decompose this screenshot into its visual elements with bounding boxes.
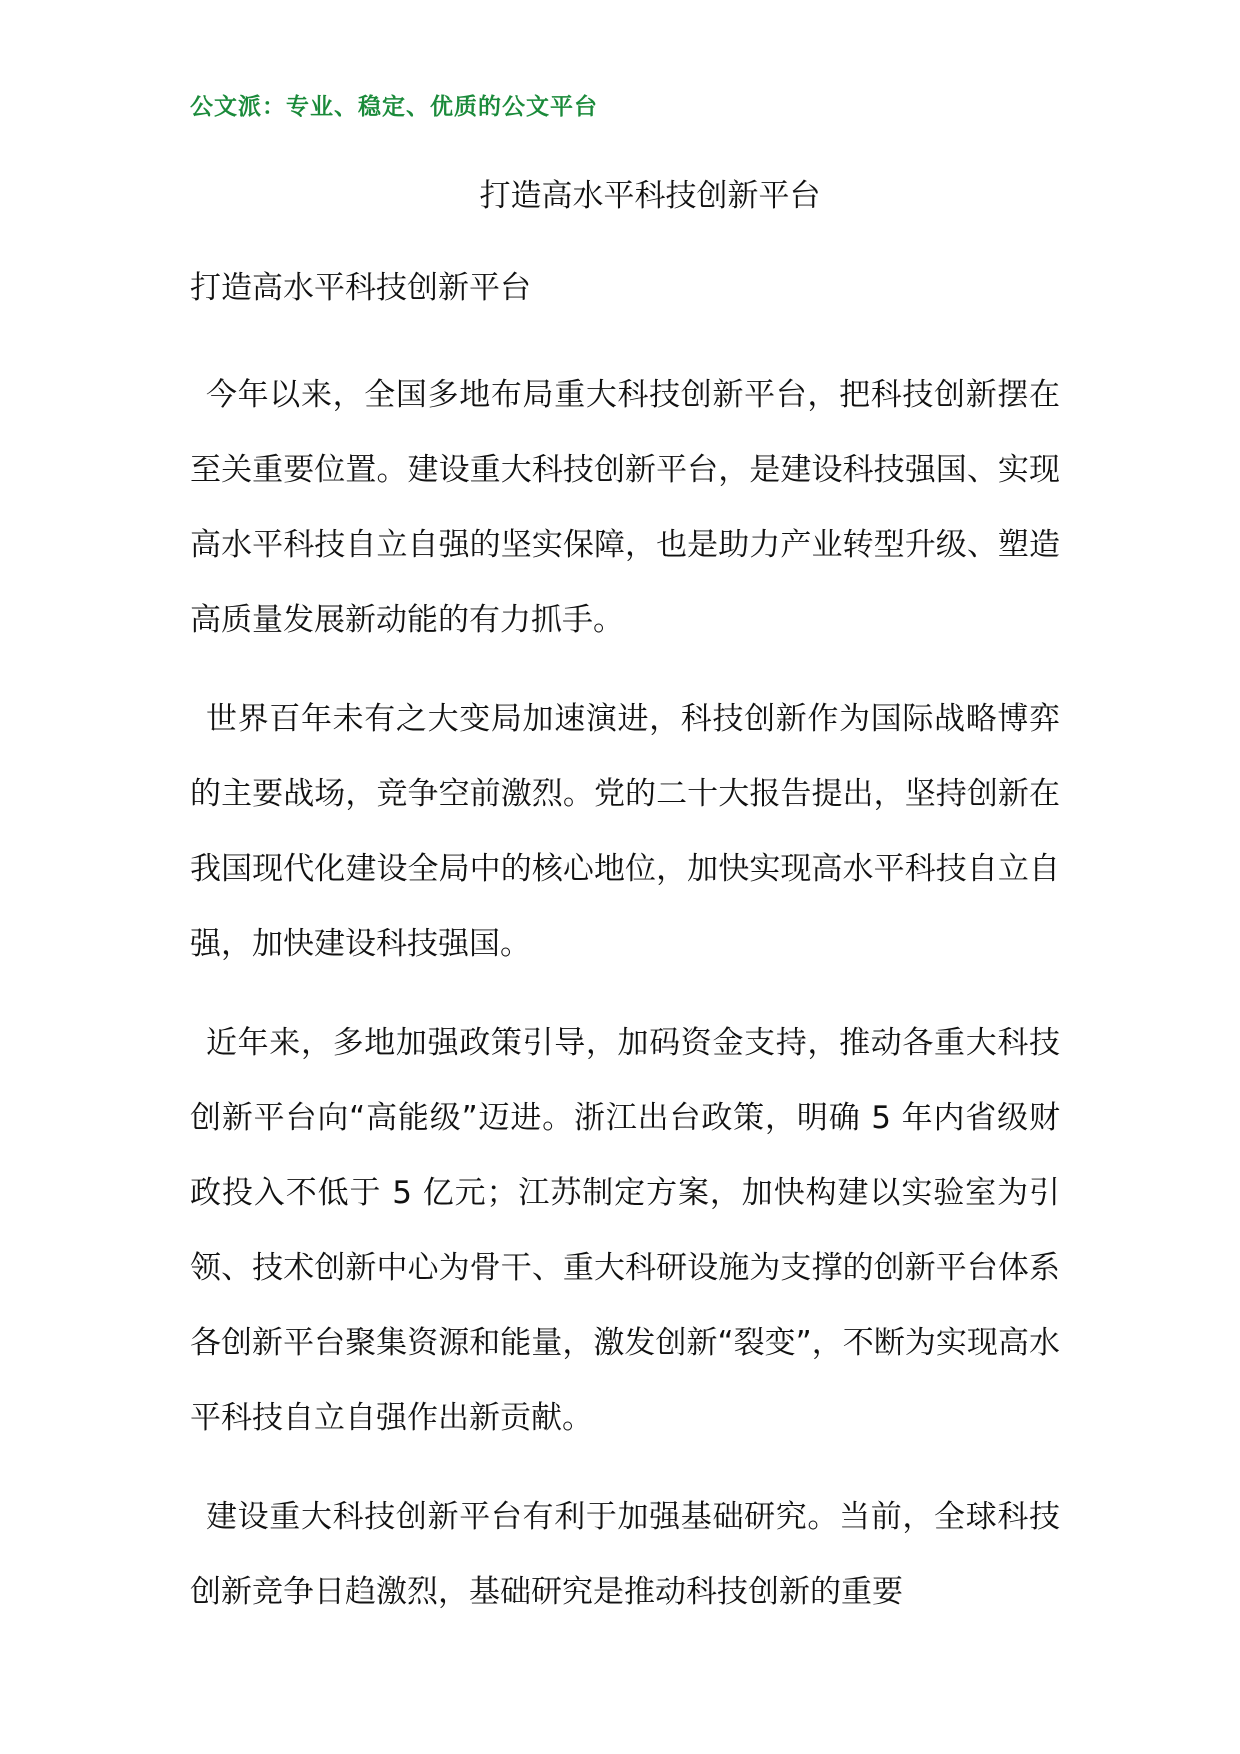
document-title: 打造高水平科技创新平台 — [479, 178, 821, 214]
document-subtitle: 打造高水平科技创新平台 — [190, 270, 531, 306]
paragraph: 世界百年未有之大变局加速演进，科技创新作为国际战略博弈的主要战场，竞争空前激烈。党的二十大报告提出，坚持创新在我国现代化建设全局中的核心地位，加快实现高水平科技自立自强，加快建设科技强国。 — [190, 701, 1060, 962]
document-body — [190, 358, 1060, 1654]
paragraph: 近年来，多地加强政策引导，加码资金支持，推动各重大科技创新平台向“高能级”迈进。浙江出台政策，明确 5 年内省级财政投入不低于 5 亿元；江苏制定方案，加快构建以实验室为引领、技术创新中心为骨干、重大科研设施为支撑的创新平台体系各创新平台聚集资源和能量，激发创新“裂变”，不断为实现高水平科技自立自强作出新贡献。 — [190, 1025, 1060, 1436]
paragraph: 今年以来，全国多地布局重大科技创新平台，把科技创新摆在至关重要位置。建设重大科技创新平台，是建设科技强国、实现高水平科技自立自强的坚实保障，也是助力产业转型升级、塑造高质量发展新动能的有力抓手。 — [190, 377, 1060, 638]
header-banner: 公文派：专业、稳定、优质的公文平台 — [190, 94, 598, 120]
paragraph: 建设重大科技创新平台有利于加强基础研究。当前，全球科技创新竞争日趋激烈，基础研究是推动科技创新的重要 — [190, 1499, 1060, 1610]
